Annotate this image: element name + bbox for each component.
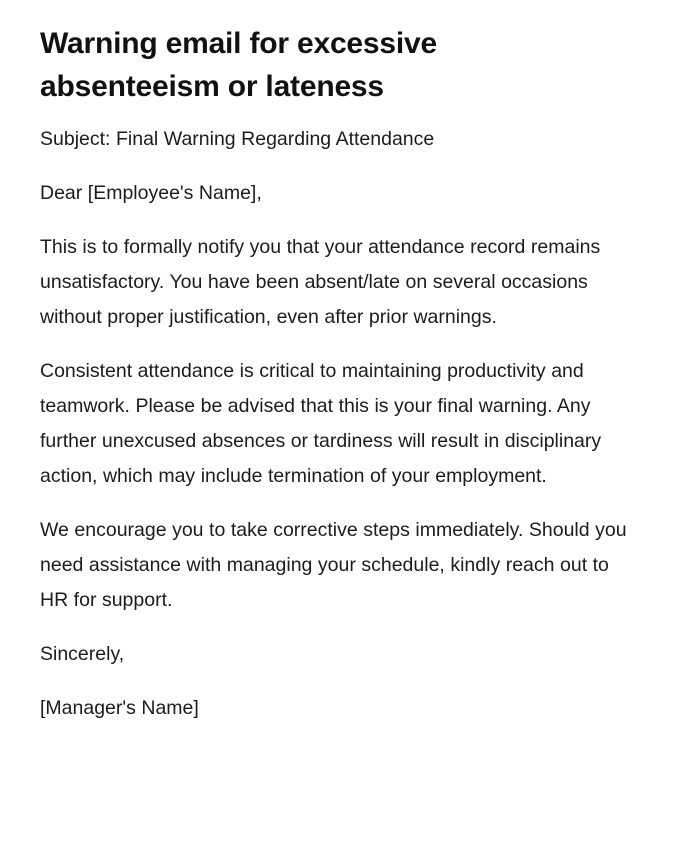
subject-line: Subject: Final Warning Regarding Attendance [40,128,435,150]
signature-line: [Manager's Name] [40,697,199,719]
closing-line: Sincerely, [40,643,125,665]
body-paragraph-2: Consistent attendance is critical to maintaining productivity and teamwork. Please be advised that this is your final warning. Any further unexcused absences or tardiness will result in disciplinary action, which may include termination of your employment. [40,360,602,487]
email-body [40,122,630,726]
body-paragraph-3: We encourage you to take corrective steps immediately. Should you need assistance with managing your schedule, kindly reach out to HR for support. [40,519,627,611]
body-paragraph-1: This is to formally notify you that your attendance record remains unsatisfactory. You have been absent/late on several occasions without proper justification, even after prior warnings. [40,236,601,328]
salutation: Dear [Employee's Name], [40,182,262,204]
page-title: Warning email for excessive absenteeism or lateness [40,27,437,103]
